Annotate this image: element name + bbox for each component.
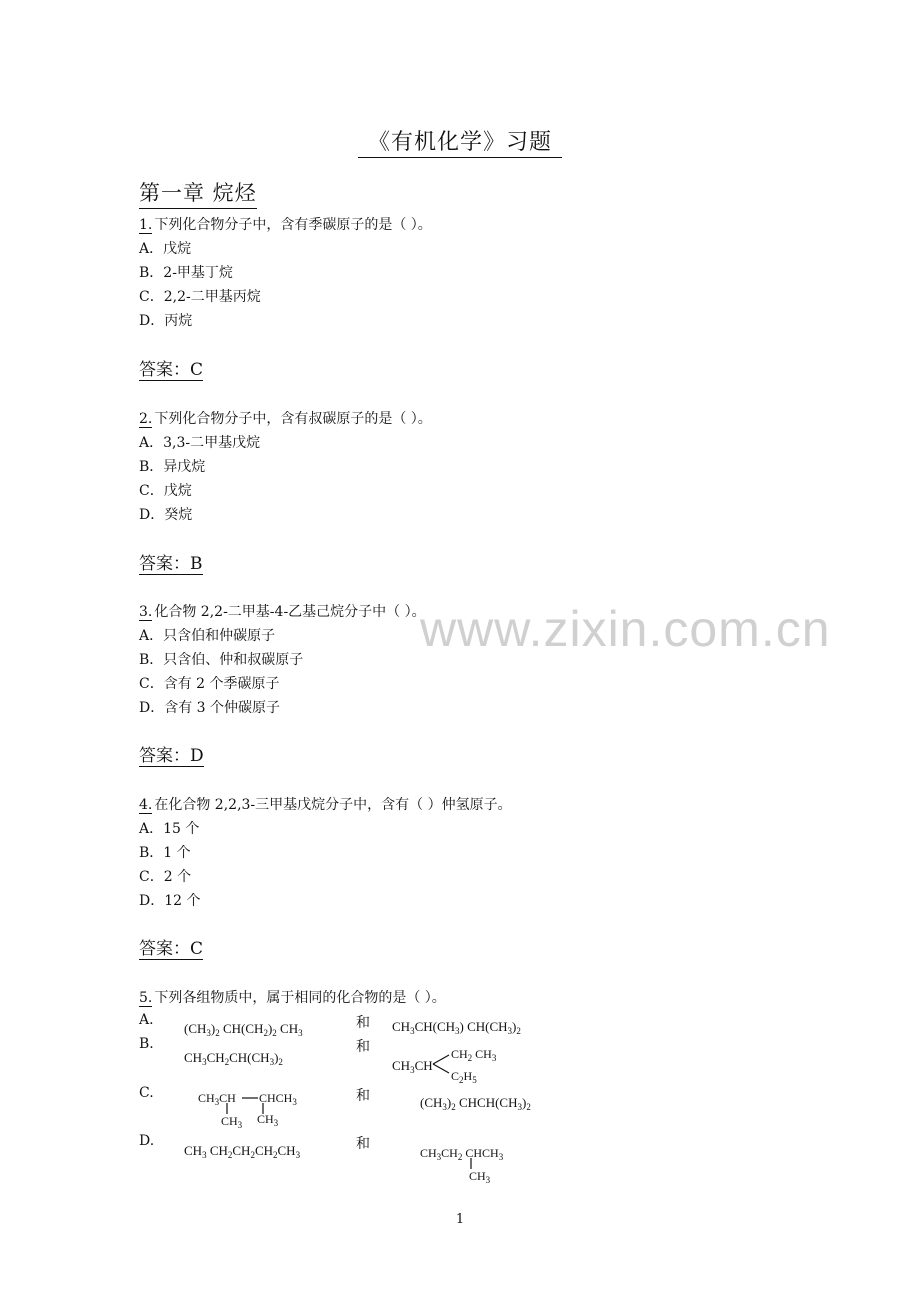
- option-d: D．癸烷: [139, 507, 193, 523]
- answer-2: 答案：B: [139, 554, 203, 574]
- question-number: 3.: [139, 604, 153, 620]
- question-number: 2.: [139, 411, 153, 427]
- answer-1: 答案：C: [139, 360, 204, 380]
- option-d: D．丙烷: [139, 313, 193, 329]
- and-label: 和: [356, 1088, 370, 1104]
- option-d: D．含有 3 个仲碳原子: [139, 700, 281, 716]
- formula-a-left: $(CH_3)_2$ $CH(CH_2)_2$ $CH_3$: [184, 1021, 303, 1038]
- page-number: 1: [455, 1212, 465, 1227]
- answer-3: 答案：D: [139, 746, 204, 766]
- question-text: 在化合物 2,2,3-三甲基戊烷分子中，含有（ ）仲氢原子。: [154, 797, 512, 813]
- option-label-b: B.: [139, 1036, 154, 1052]
- option-b: B．只含伯、仲和叔碳原子: [139, 652, 304, 668]
- formula-c-left-main: $CH_3CH$: [198, 1091, 236, 1107]
- formula-a-right: $CH_3CH(CH_3)$ $CH(CH_3)_2$: [392, 1019, 521, 1036]
- question-number: 1.: [139, 217, 153, 233]
- option-c: C．含有 2 个季碳原子: [139, 676, 280, 692]
- branch-bond-lines: [432, 1052, 452, 1076]
- option-a: A．3,3-二甲基戊烷: [139, 435, 261, 451]
- and-label: 和: [356, 1015, 370, 1031]
- question-4: [139, 793, 512, 913]
- question-3: [139, 600, 426, 720]
- formula-c-left-sub2: $CH_3$: [257, 1112, 279, 1128]
- option-a: A．只含伯和仲碳原子: [139, 628, 276, 644]
- question-number: 4.: [139, 797, 153, 813]
- option-c: C．2,2-二甲基丙烷: [139, 289, 261, 305]
- formula-b-left: $CH_3CH_2CH(CH_3)_2$: [184, 1050, 283, 1067]
- formula-b-right: $CH_3CH$: [392, 1058, 433, 1075]
- option-a: A．戊烷: [139, 241, 192, 257]
- question-2: [139, 407, 432, 527]
- answer-4: 答案：C: [139, 939, 204, 959]
- question-5: [139, 986, 446, 1010]
- option-label-a: A.: [139, 1012, 154, 1028]
- question-1: [139, 213, 432, 333]
- formula-c-left-main2: $CHCH_3$: [259, 1091, 297, 1107]
- formula-c-right: $(CH_3)_2$ $CHCH(CH_3)_2$: [420, 1095, 531, 1112]
- document-title: 《有机化学》习题: [0, 125, 920, 156]
- formula-d-right-main: $CH_3CH_2$ $CHCH_3$: [420, 1146, 504, 1162]
- formula-d-right-sub: $CH_3$: [469, 1169, 491, 1185]
- question-text: 下列各组物质中，属于相同的化合物的是（ ）。: [154, 990, 446, 1006]
- formula-c-left-sub1: $CH_3$: [221, 1114, 243, 1130]
- option-a: A．15 个: [139, 821, 200, 837]
- option-label-d: D.: [139, 1133, 155, 1149]
- watermark: www.zixin.com.cn: [420, 601, 831, 657]
- option-b: B．1 个: [139, 845, 191, 861]
- chapter-heading: 第一章 烷烃: [139, 177, 257, 209]
- formula-d-left: $CH_3$ $CH_2CH_2CH_2CH_3$: [184, 1143, 301, 1160]
- question-text: 下列化合物分子中，含有季碳原子的是（ ）。: [154, 217, 432, 233]
- option-d: D．12 个: [139, 893, 201, 909]
- option-label-c: C.: [139, 1085, 154, 1101]
- question-text: 化合物 2,2-二甲基-4-乙基己烷分子中（ ）。: [154, 604, 426, 620]
- option-b: B．2-甲基丁烷: [139, 265, 233, 281]
- option-c: C．戊烷: [139, 483, 192, 499]
- and-label: 和: [356, 1039, 370, 1055]
- question-text: 下列化合物分子中，含有叔碳原子的是（ ）。: [154, 411, 432, 427]
- and-label: 和: [356, 1136, 370, 1152]
- formula-b-branch-top: $CH_2$ $CH_3$: [451, 1047, 497, 1063]
- formula-b-branch-bottom: $C_2H_5$: [451, 1069, 477, 1085]
- question-number: 5.: [139, 990, 153, 1006]
- option-b: B．异戊烷: [139, 459, 206, 475]
- option-c: C．2 个: [139, 869, 192, 885]
